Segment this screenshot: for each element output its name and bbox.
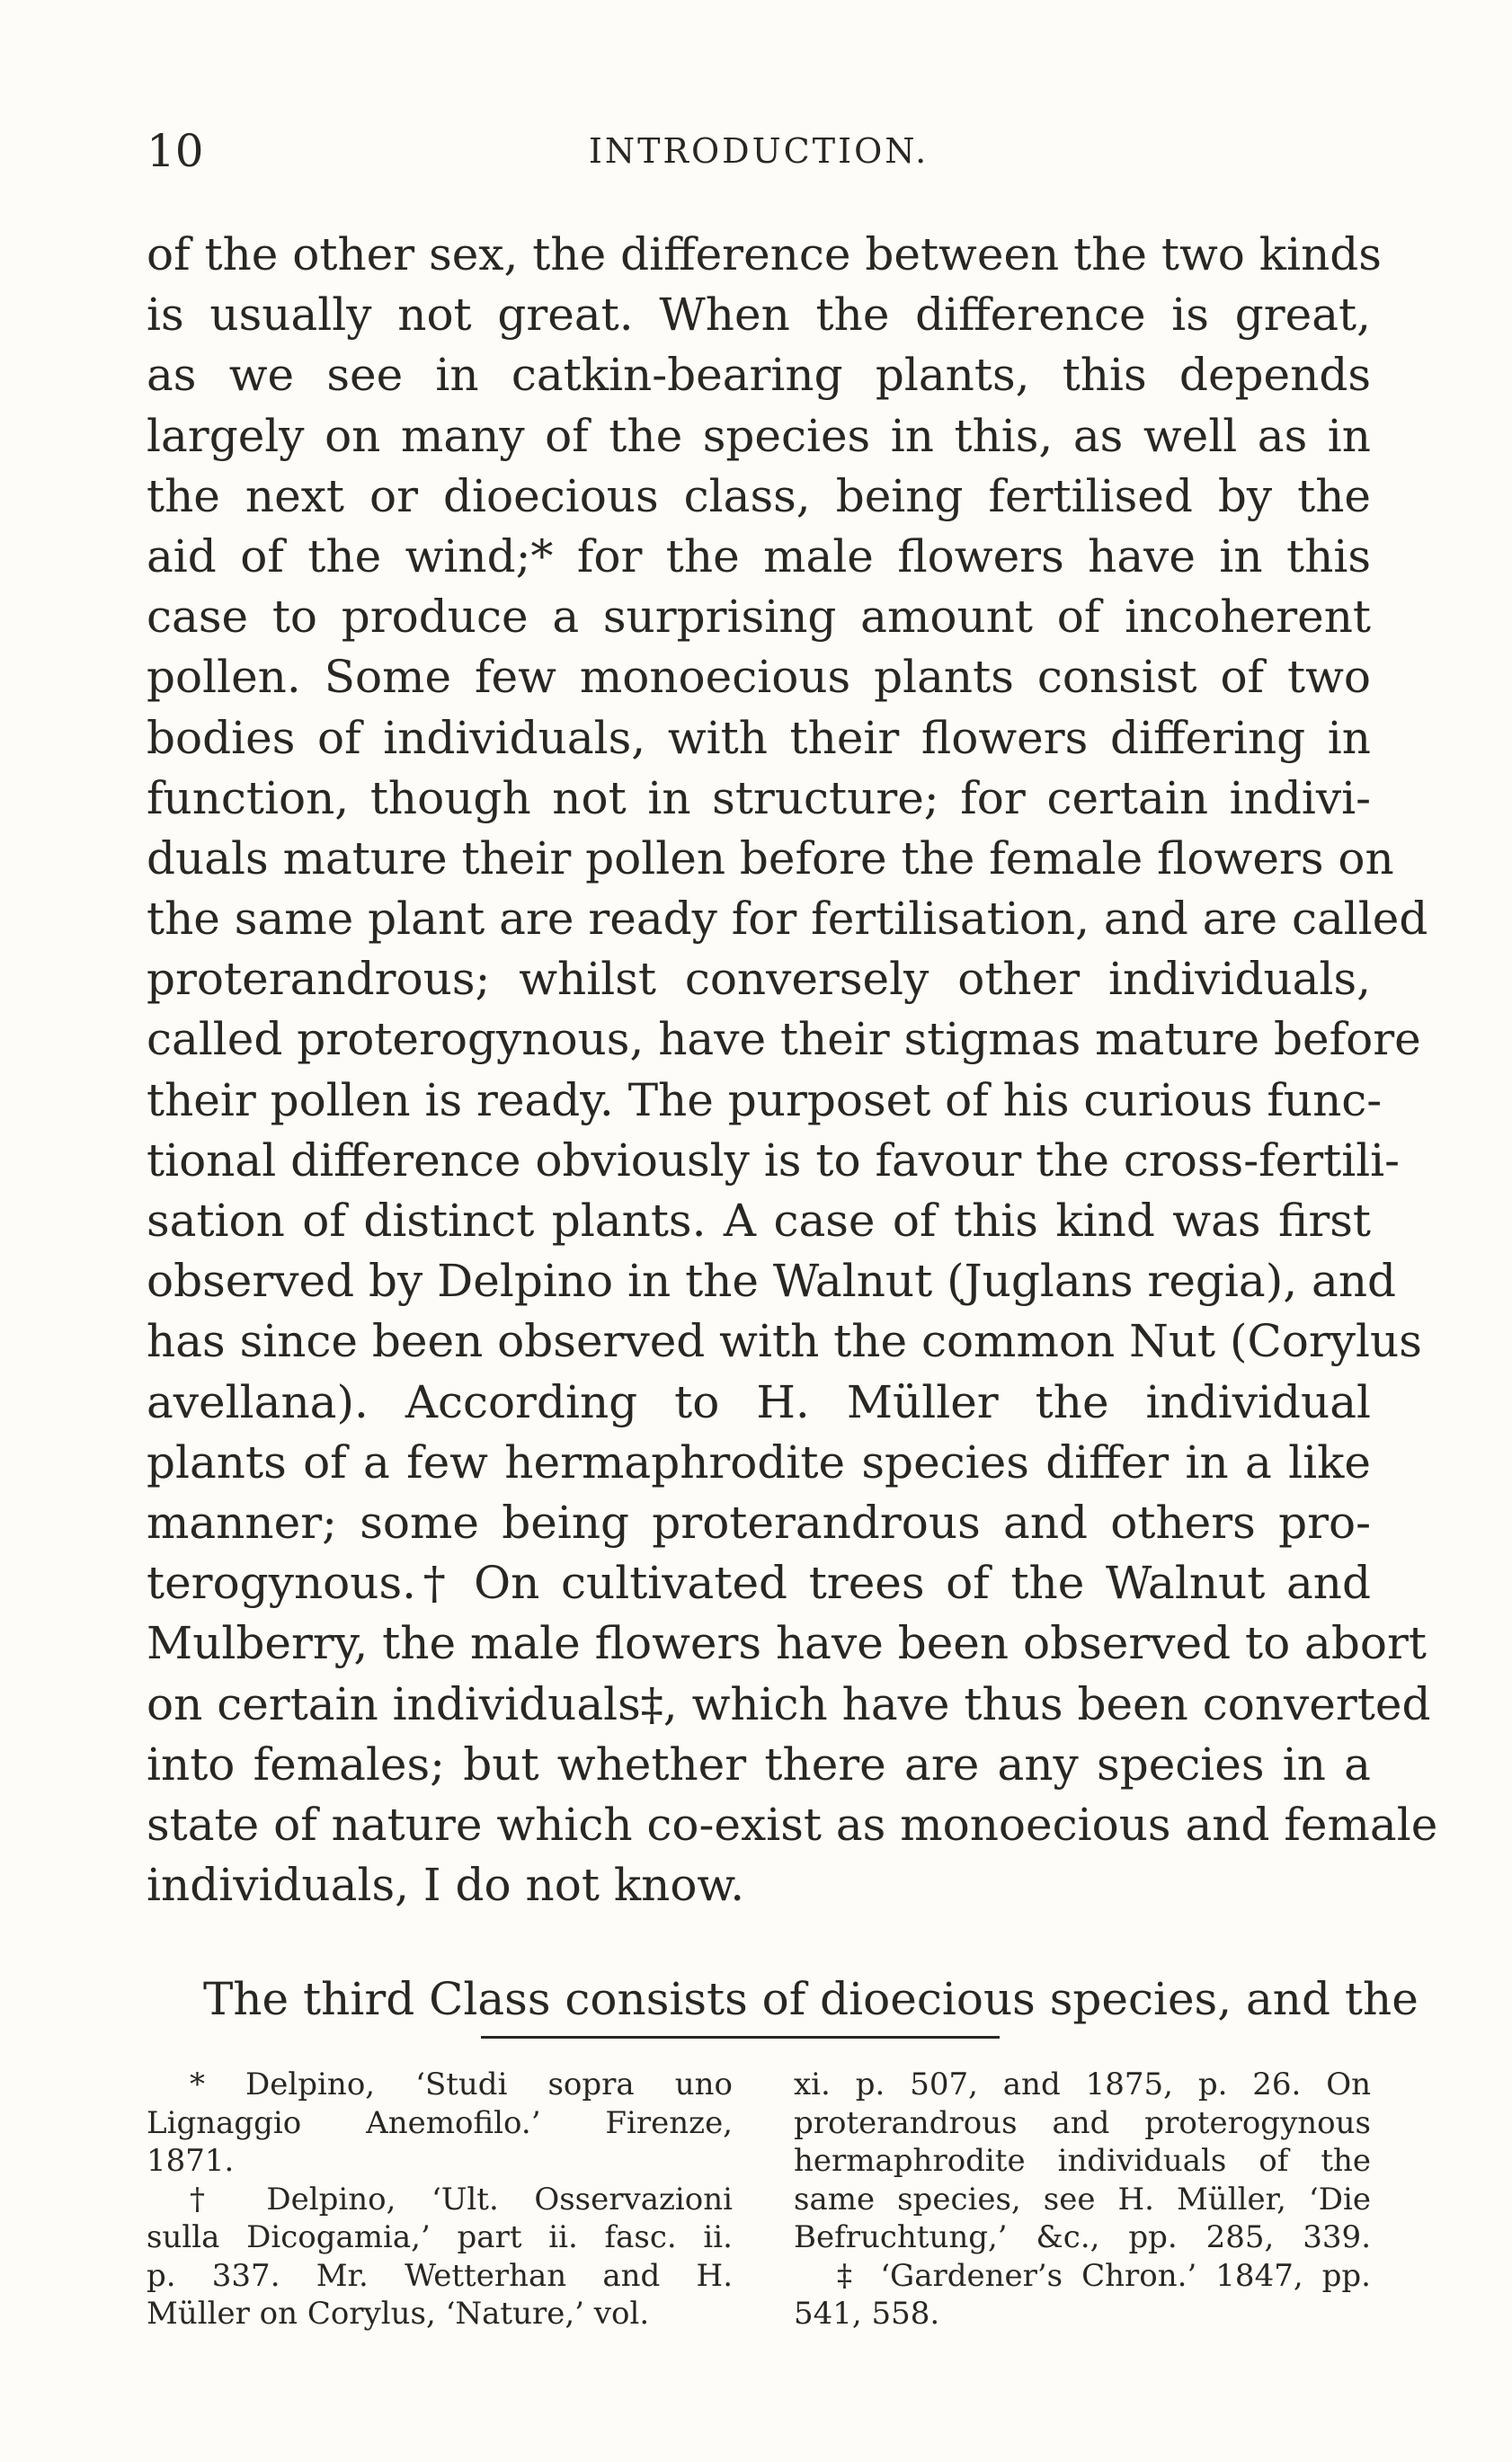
text-line: state of nature which co-exist as monoecious and female (147, 1798, 1438, 1851)
text-line: individuals, I do not know. (147, 1859, 745, 1912)
text-line: 1871. (147, 2143, 235, 2179)
text-line: observed by Delpino in the Walnut (Juglans regia), and (147, 1255, 1397, 1308)
text-line: as we see in catkin-bearing plants, this depends (147, 349, 1371, 402)
text-line: same species, see H. Müller, ‘Die (794, 2181, 1371, 2218)
text-line: tional difference obviously is to favour the cross-fertili- (147, 1133, 1401, 1187)
text-line: Müller on Corylus, ‘Nature,’ vol. (147, 2296, 650, 2332)
text-line: their pollen is ready. The purposet of his curious func- (147, 1073, 1383, 1126)
page-header (147, 124, 1371, 178)
text-line: sulla Dicogamia,’ part ii. fasc. ii. (147, 2219, 733, 2255)
text-line: function, though not in structure; for certain indivi- (147, 771, 1371, 824)
text-line: has since been observed with the common Nut (Corylus (147, 1315, 1422, 1368)
text-line: the next or dioecious class, being fertilised by the (147, 469, 1371, 522)
running-title: INTRODUCTION. (588, 131, 929, 171)
text-line: largely on many of the species in this, as well as in (147, 409, 1371, 462)
footnotes-left-column (147, 2066, 733, 2333)
text-line: bodies of individuals, with their flowers differing in (147, 711, 1371, 764)
text-line: ‡ ‘Gardener’s Chron.’ 1847, pp. (837, 2257, 1371, 2294)
text-line: plants of a few hermaphrodite species differ in a like (147, 1435, 1371, 1489)
text-line: sation of distinct plants. A case of this kind was first (147, 1195, 1371, 1247)
text-line: Befruchtung,’ &c., pp. 285, 339. (794, 2219, 1371, 2255)
text-line: the same plant are ready for fertilisation, and are called (147, 893, 1428, 946)
text-line: Mulberry, the male flowers have been observed to abort (147, 1617, 1427, 1670)
text-line: duals mature their pollen before the female flowers on (147, 831, 1394, 884)
page-number: 10 (147, 125, 204, 177)
paragraph-1 (147, 225, 1438, 1915)
text-line: xi. p. 507, and 1875, p. 26. On (794, 2066, 1371, 2102)
text-line: p. 337. Mr. Wetterhan and H. (147, 2257, 733, 2294)
text-line: avellana). According to H. Müller the individual (147, 1375, 1371, 1428)
paragraph-2 (147, 1969, 1419, 2030)
text-line: case to produce a surprising amount of incoherent (147, 591, 1371, 644)
text-line: proterandrous; whilst conversely other individuals, (147, 953, 1371, 1006)
footnote-rule (481, 2036, 1000, 2039)
text-line: on certain individuals‡, which have thus been converted (147, 1677, 1431, 1730)
text-line: The third Class consists of dioecious species, and the (203, 1973, 1419, 2026)
text-line: into females; but whether there are any species in a (147, 1738, 1371, 1791)
text-line: of the other sex, the difference between the two kinds (147, 228, 1382, 280)
text-line: pollen. Some few monoecious plants consist of two (147, 651, 1371, 704)
text-line: 541, 558. (794, 2296, 940, 2332)
body-text (147, 225, 1438, 2030)
text-line: hermaphrodite individuals of the (794, 2143, 1371, 2179)
text-line: is usually not great. When the difference is great, (147, 289, 1371, 342)
text-line: manner; some being proterandrous and others pro- (147, 1496, 1371, 1549)
paragraph-gap (147, 1915, 1371, 1969)
text-line: called proterogynous, have their stigmas mature before (147, 1013, 1421, 1066)
text-line: proterandrous and proterogynous (794, 2104, 1371, 2141)
text-line: Lignaggio Anemofilo.’ Firenze, (147, 2104, 733, 2141)
text-line: aid of the wind;* for the male flowers have in this (147, 529, 1371, 582)
text-line: * Delpino, ‘Studi sopra uno (190, 2066, 733, 2102)
text-line: terogynous.† On cultivated trees of the Walnut and (147, 1557, 1371, 1610)
footnotes-right-column (794, 2066, 1371, 2333)
text-line: † Delpino, ‘Ult. Osservazioni (190, 2181, 733, 2218)
